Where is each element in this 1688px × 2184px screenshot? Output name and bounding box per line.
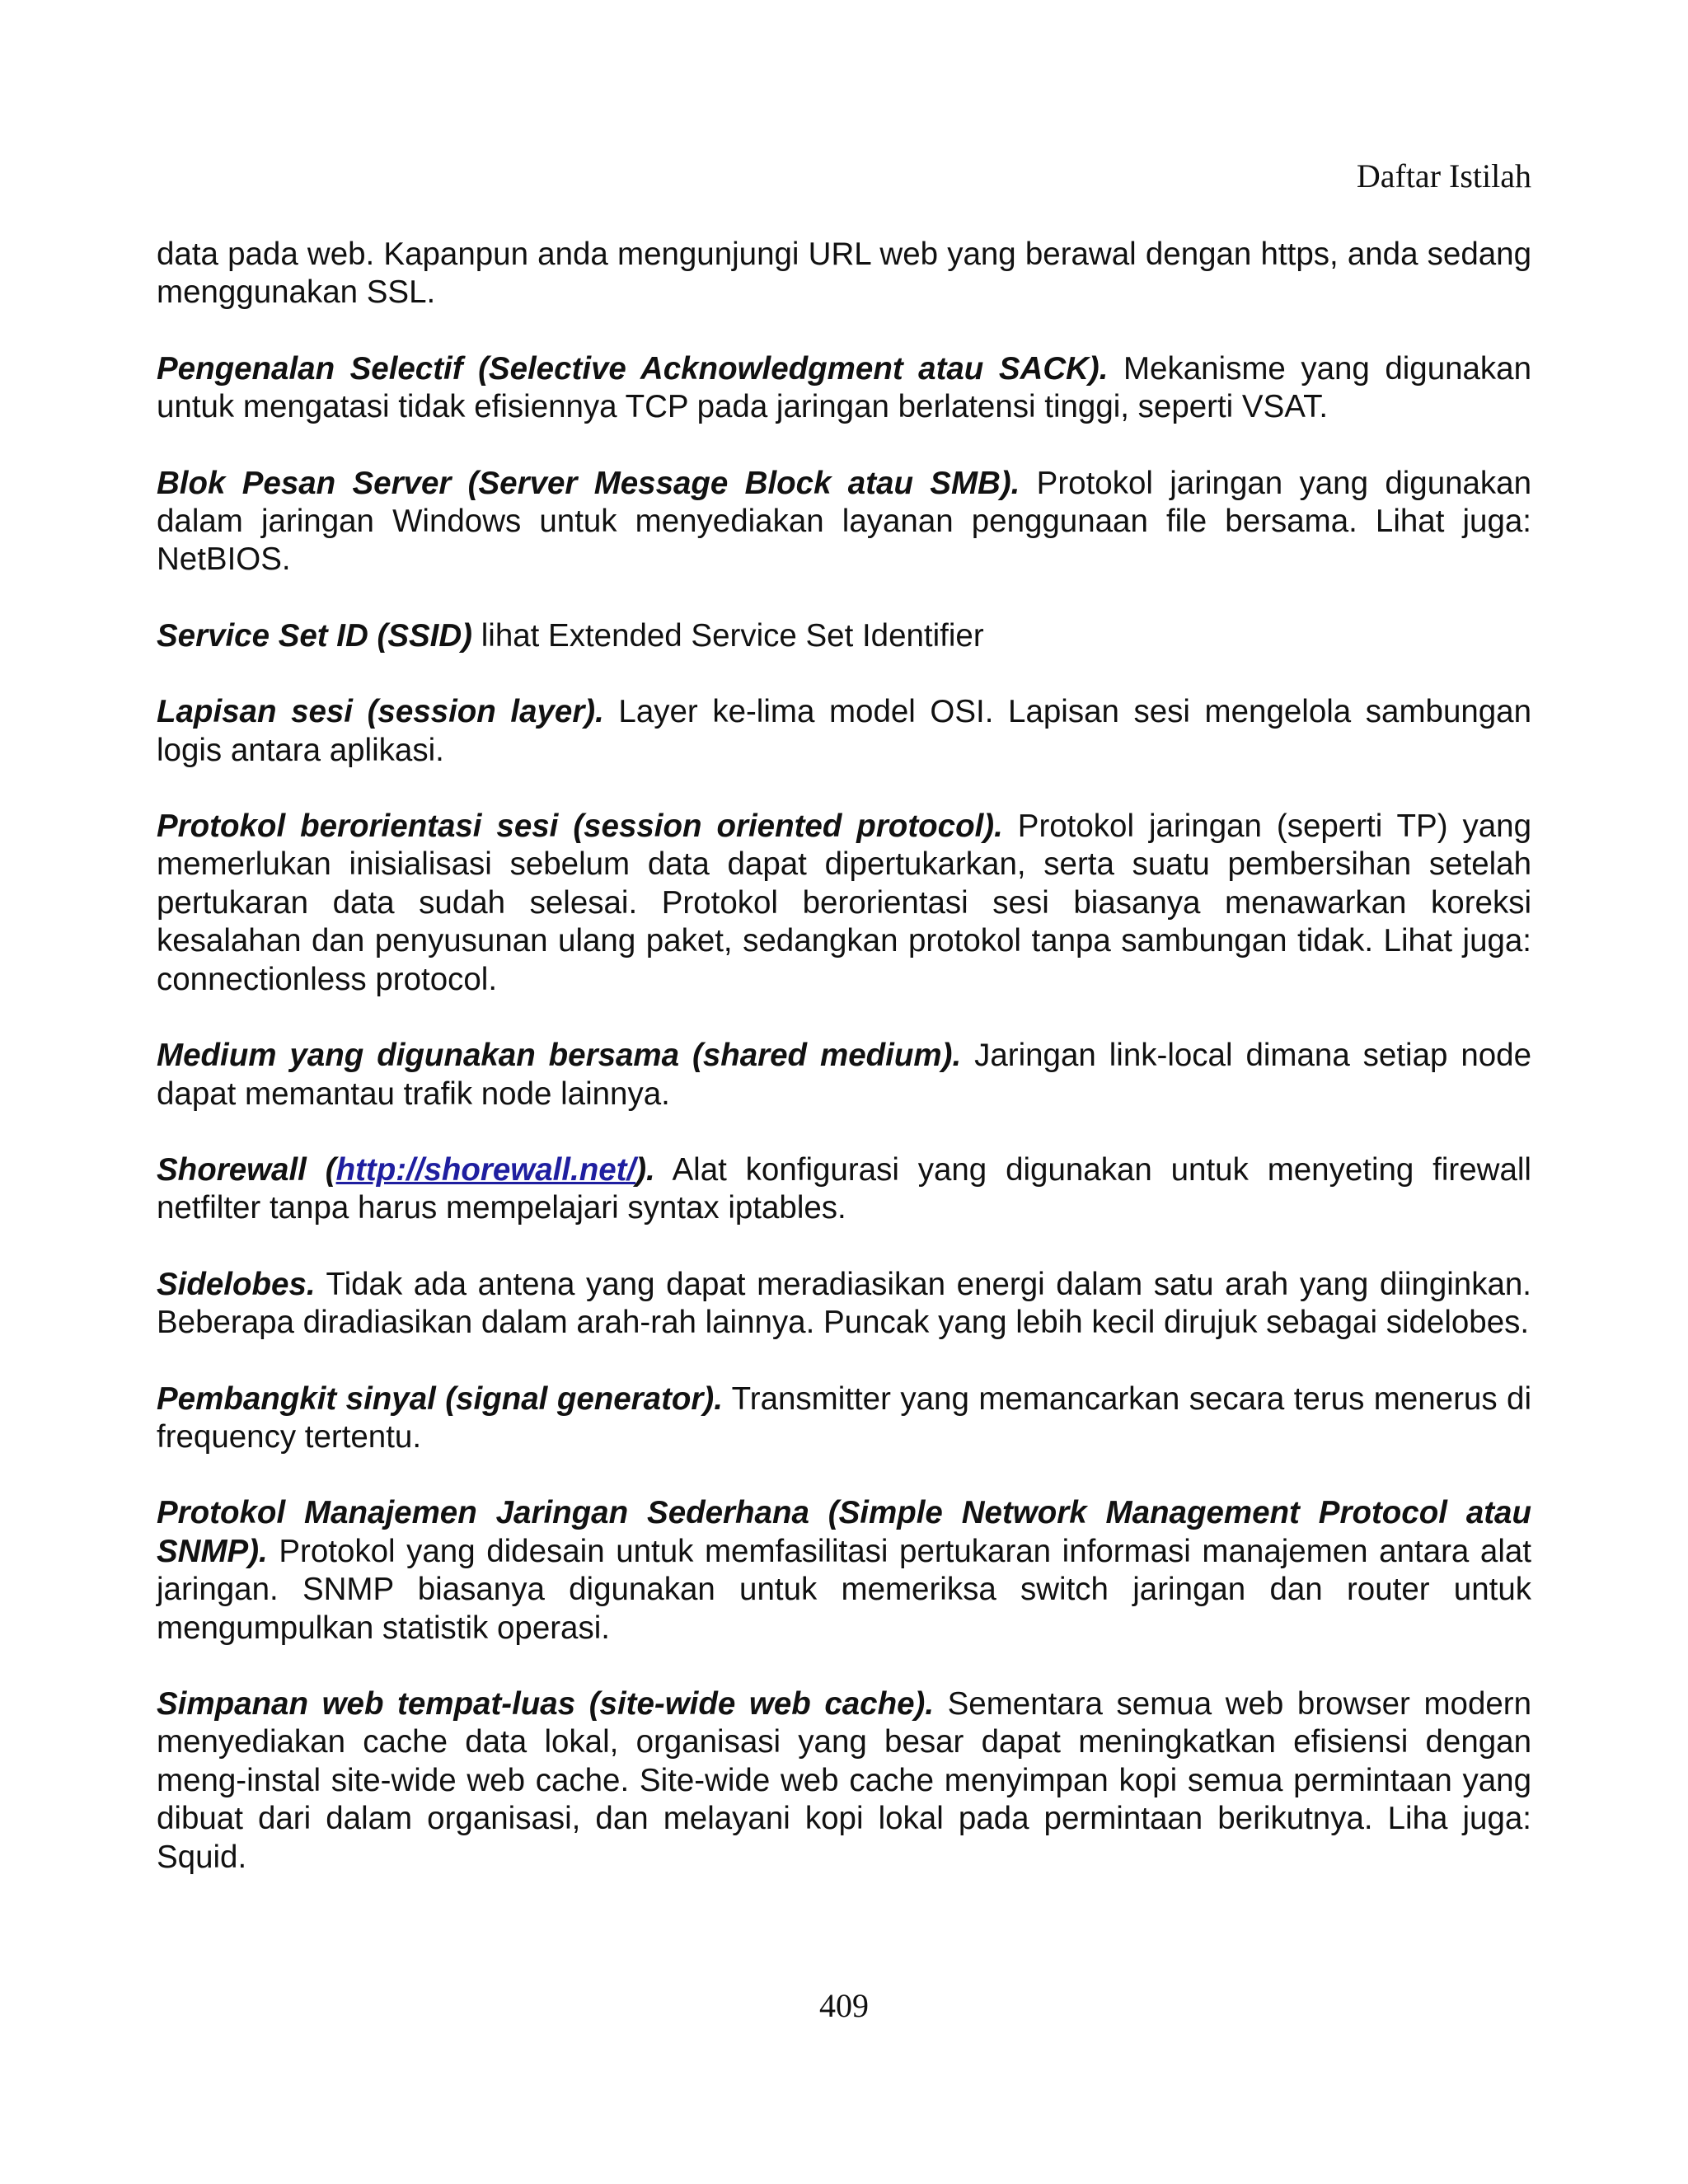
glossary-definition: Jaringan link-local dimana setiap node dapat memantau trafik node lainnya. xyxy=(157,1038,1532,1112)
glossary-term: Protokol berorientasi sesi (session oriented protocol). xyxy=(157,808,1003,845)
glossary-entry-session-layer xyxy=(157,693,1531,770)
glossary-continuation: data pada web. Kapanpun anda mengunjungi URL web yang berawal dengan https, anda sedang menggunakan SSL. xyxy=(157,237,1531,311)
glossary-term: Service Set ID (SSID) xyxy=(157,617,473,654)
glossary-definition: Transmitter yang memancarkan secara terus menerus di frequency tertentu. xyxy=(157,1380,1532,1455)
glossary-definition: Protokol jaringan (seperti TP) yang memerlukan inisialisasi sebelum data dapat dipertukarkan, serta suatu pembersihan setelah pertukaran data sudah selesai. Protokol berorientasi sesi biasanya menawarkan koreksi kesalahan dan penyusunan ulang paket, sedangkan protokol tanpa sambungan tidak. Lihat juga: connectionless protocol. xyxy=(157,808,1531,997)
glossary-term: Blok Pesan Server (Server Message Block atau SMB). xyxy=(157,465,1020,501)
glossary-entry-signal-generator xyxy=(157,1380,1531,1457)
glossary-body xyxy=(157,236,1531,1915)
glossary-entry-shorewall xyxy=(157,1151,1531,1228)
glossary-term: Simpanan web tempat-luas (site-wide web cache). xyxy=(157,1685,935,1722)
glossary-entry-shared-medium xyxy=(157,1037,1531,1113)
glossary-entry-sidelobes xyxy=(157,1266,1531,1343)
glossary-definition: Alat konfigurasi yang digunakan untuk menyeting firewall netfilter tanpa harus mempelajari syntax iptables. xyxy=(157,1151,1531,1226)
glossary-definition: Layer ke-lima model OSI. Lapisan sesi mengelola sambungan logis antara aplikasi. xyxy=(157,694,1531,768)
glossary-entry-site-wide-web-cache xyxy=(157,1685,1531,1877)
glossary-definition: Tidak ada antena yang dapat meradiasikan energi dalam satu arah yang diinginkan. Beberapa diradiasikan dalam arah-rah lainnya. Puncak yang lebih kecil dirujuk sebagai sidelobes. xyxy=(157,1266,1531,1341)
glossary-term: Pengenalan Selectif (Selective Acknowledgment atau SACK). xyxy=(157,350,1109,387)
glossary-term-suffix: ). xyxy=(635,1151,655,1188)
glossary-entry-smb xyxy=(157,465,1531,579)
glossary-term: Medium yang digunakan bersama (shared medium). xyxy=(157,1038,962,1074)
glossary-definition: Sementara semua web browser modern menyediakan cache data lokal, organisasi yang besar dapat meningkatkan efisiensi dengan meng-instal site-wide web cache. Site-wide web cache menyimpan kopi semua permintaan yang dibuat dari dalam organisasi, dan melayani kopi lokal pada permintaan berikutnya. Liha juga: Squid. xyxy=(157,1685,1531,1875)
glossary-term-prefix: Shorewall ( xyxy=(157,1151,336,1188)
glossary-definition: lihat Extended Service Set Identifier xyxy=(472,617,984,654)
running-header: Daftar Istilah xyxy=(1356,157,1531,194)
glossary-entry-sack xyxy=(157,350,1531,427)
glossary-term: Sidelobes. xyxy=(157,1266,316,1302)
glossary-definition: Protokol jaringan yang digunakan dalam jaringan Windows untuk menyediakan layanan penggunaan file bersama. Lihat juga: NetBIOS. xyxy=(157,465,1532,578)
glossary-term: Pembangkit sinyal (signal generator). xyxy=(157,1380,723,1417)
glossary-term xyxy=(157,1152,655,1188)
glossary-definition: Mekanisme yang digunakan untuk mengatasi tidak efisiennya TCP pada jaringan berlatensi tinggi, seperti VSAT. xyxy=(157,350,1532,425)
glossary-definition: Protokol yang didesain untuk memfasilitasi pertukaran informasi manajemen antara alat jaringan. SNMP biasanya digunakan untuk memeriksa switch jaringan dan router untuk mengumpulkan statistik operasi. xyxy=(157,1533,1531,1646)
glossary-entry-session-oriented-protocol xyxy=(157,808,1531,999)
glossary-entry-ssid xyxy=(157,617,1531,655)
glossary-term: Protokol Manajemen Jaringan Sederhana (Simple Network Management Protocol atau SNMP). xyxy=(157,1495,1531,1569)
glossary-term: Lapisan sesi (session layer). xyxy=(157,694,604,730)
page-number: 409 xyxy=(819,1987,869,2024)
glossary-entry-snmp xyxy=(157,1494,1531,1647)
shorewall-link[interactable]: http://shorewall.net/ xyxy=(335,1151,636,1188)
